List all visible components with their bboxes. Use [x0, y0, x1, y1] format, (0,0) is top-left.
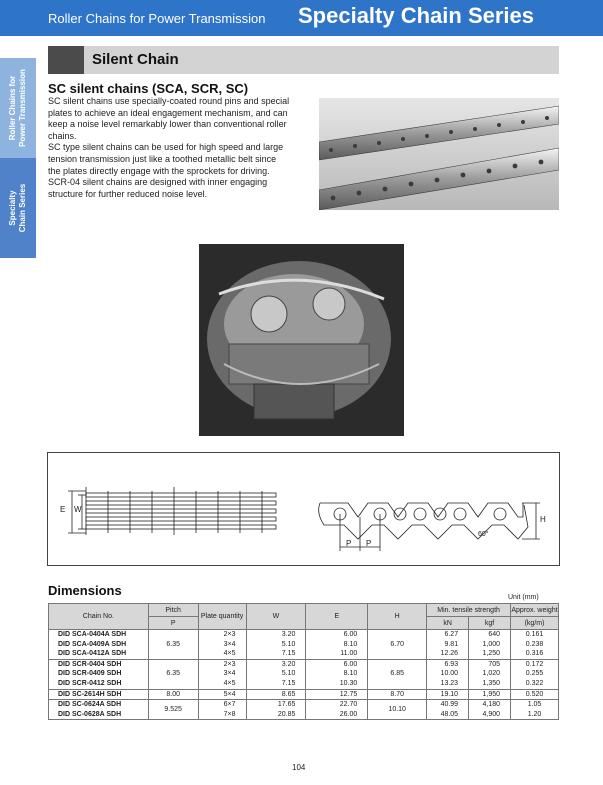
- cell-chain-no: DID SCR-0404 SDH: [49, 659, 149, 669]
- table-row: [49, 669, 559, 679]
- cell-kn: 6.27: [427, 630, 469, 640]
- cell-h: 6.85: [368, 659, 427, 689]
- cell-weight: 0.172: [511, 659, 559, 669]
- label-E: E: [60, 505, 66, 514]
- header-pitch-symbol: P: [148, 617, 198, 630]
- header-title: Specialty Chain Series: [298, 3, 534, 28]
- cell-kn: 48.05: [427, 710, 469, 720]
- cell-plate-qty: 2×3: [198, 630, 246, 640]
- cell-plate-qty: 5×4: [198, 689, 246, 700]
- cell-e: 6.00: [306, 659, 368, 669]
- cell-w: 3.20: [246, 659, 306, 669]
- cell-pitch: 9.525: [148, 700, 198, 720]
- label-angle: 60°: [478, 531, 489, 538]
- cell-kn: 6.93: [427, 659, 469, 669]
- cell-plate-qty: 3×4: [198, 669, 246, 679]
- label-H: H: [540, 515, 546, 524]
- intro-paragraph-2: SC type silent chains can be used for high speed and large tension transmission just like a toothed metallic belt since the plates directly engage with the sprockets for driving.: [48, 142, 284, 176]
- cell-e: 6.00: [306, 630, 368, 640]
- header-kgf: kgf: [469, 617, 511, 630]
- cell-h: 10.10: [368, 700, 427, 720]
- cell-kgf: 1,000: [469, 640, 511, 650]
- table-row: [49, 679, 559, 689]
- header-kn: kN: [427, 617, 469, 630]
- cell-kgf: 1,020: [469, 669, 511, 679]
- header-plate-qty: Plate quantity: [198, 604, 246, 630]
- cell-weight: 0.255: [511, 669, 559, 679]
- cell-e: 8.10: [306, 640, 368, 650]
- chain-dimension-diagram: [47, 452, 560, 566]
- cell-kgf: 1,350: [469, 679, 511, 689]
- cell-weight: 0.238: [511, 640, 559, 650]
- cell-w: 7.15: [246, 679, 306, 689]
- cell-kgf: 4,900: [469, 710, 511, 720]
- header-subtitle: Roller Chains for Power Transmission: [48, 11, 266, 26]
- cell-w: 17.65: [246, 700, 306, 710]
- cell-plate-qty: 3×4: [198, 640, 246, 650]
- side-tab-specialty-chain-label: Specialty Chain Series: [8, 183, 27, 233]
- cell-chain-no: DID SC-0628A SDH: [49, 710, 149, 720]
- cell-weight: 0.161: [511, 630, 559, 640]
- cell-plate-qty: 6×7: [198, 700, 246, 710]
- page-number: 104: [292, 763, 306, 772]
- cell-pitch: 8.00: [148, 689, 198, 700]
- cell-w: 3.20: [246, 630, 306, 640]
- cell-w: 8.65: [246, 689, 306, 700]
- cell-chain-no: DID SCA-0409A SDH: [49, 640, 149, 650]
- table-row: [49, 659, 559, 669]
- cell-e: 8.10: [306, 669, 368, 679]
- label-P2: P: [366, 539, 372, 548]
- cell-h: 8.70: [368, 689, 427, 700]
- table-row: [49, 649, 559, 659]
- intro-paragraph-3: SCR-04 silent chains are designed with inner engaging structure for further reduced noise level.: [48, 177, 268, 199]
- cell-kn: 40.99: [427, 700, 469, 710]
- cell-chain-no: DID SC-0624A SDH: [49, 700, 149, 710]
- section-accent: [48, 46, 84, 74]
- header-tensile: Min. tensile strength: [427, 604, 511, 617]
- intro-heading: SC silent chains (SCA, SCR, SC): [48, 81, 249, 96]
- cell-chain-no: DID SC-2614H SDH: [49, 689, 149, 700]
- header-chain-no: Chain No.: [49, 604, 149, 630]
- cell-pitch: 6.35: [148, 630, 198, 660]
- cell-kn: 13.23: [427, 679, 469, 689]
- cell-plate-qty: 2×3: [198, 659, 246, 669]
- cell-weight: 1.05: [511, 700, 559, 710]
- table-row: [49, 640, 559, 650]
- cell-e: 10.30: [306, 679, 368, 689]
- table-row: [49, 700, 559, 710]
- silent-chain-photo: [319, 98, 559, 210]
- cell-plate-qty: 4×5: [198, 679, 246, 689]
- section-title: Silent Chain: [92, 51, 179, 68]
- header-e: E: [306, 604, 368, 630]
- label-P1: P: [346, 539, 352, 548]
- cell-plate-qty: 7×8: [198, 710, 246, 720]
- cell-e: 22.70: [306, 700, 368, 710]
- cell-w: 20.85: [246, 710, 306, 720]
- cell-chain-no: DID SCR-0412 SDH: [49, 679, 149, 689]
- cell-weight: 0.322: [511, 679, 559, 689]
- cell-kgf: 640: [469, 630, 511, 640]
- side-tab-roller-chains[interactable]: [0, 58, 36, 158]
- header-weight: Approx. weight: [511, 604, 559, 617]
- cell-chain-no: DID SCR-0409 SDH: [49, 669, 149, 679]
- cell-kgf: 1,250: [469, 649, 511, 659]
- header-weight-unit: (kg/m): [511, 617, 559, 630]
- cell-weight: 0.520: [511, 689, 559, 700]
- cell-kgf: 705: [469, 659, 511, 669]
- table-row: [49, 710, 559, 720]
- page-header: [0, 0, 603, 36]
- header-pitch: Pitch: [148, 604, 198, 617]
- cell-w: 5.10: [246, 669, 306, 679]
- label-W: W: [74, 505, 82, 514]
- unit-label: Unit (mm): [508, 594, 539, 601]
- cell-chain-no: DID SCA-0404A SDH: [49, 630, 149, 640]
- cell-plate-qty: 4×5: [198, 649, 246, 659]
- cell-w: 5.10: [246, 640, 306, 650]
- cell-e: 12.75: [306, 689, 368, 700]
- cell-weight: 0.316: [511, 649, 559, 659]
- cell-kgf: 1,950: [469, 689, 511, 700]
- header-w: W: [246, 604, 306, 630]
- cell-kn: 9.81: [427, 640, 469, 650]
- cell-e: 11.00: [306, 649, 368, 659]
- table-row: [49, 630, 559, 640]
- cell-w: 7.15: [246, 649, 306, 659]
- dimensions-title: Dimensions: [48, 583, 122, 598]
- cell-chain-no: DID SCA-0412A SDH: [49, 649, 149, 659]
- cell-kn: 19.10: [427, 689, 469, 700]
- intro-text: [48, 96, 290, 200]
- cell-kgf: 4,180: [469, 700, 511, 710]
- cell-kn: 10.00: [427, 669, 469, 679]
- cell-pitch: 6.35: [148, 659, 198, 689]
- table-row: [49, 689, 559, 700]
- side-tab-specialty-chain[interactable]: [0, 158, 36, 258]
- side-tab-roller-chains-label: Roller Chains for Power Transmission: [8, 69, 27, 147]
- intro-paragraph-1: SC silent chains use specially-coated round pins and special plates to achieve an ideal engagement mechanism, and can keep a noise level remarkably lower than conventional roller chains.: [48, 96, 290, 141]
- cell-h: 6.70: [368, 630, 427, 660]
- cell-kn: 12.26: [427, 649, 469, 659]
- header-h: H: [368, 604, 427, 630]
- engine-photo: [199, 244, 404, 436]
- dimensions-table: [48, 603, 559, 720]
- cell-e: 26.00: [306, 710, 368, 720]
- section-title-bar: [48, 46, 559, 74]
- cell-weight: 1.20: [511, 710, 559, 720]
